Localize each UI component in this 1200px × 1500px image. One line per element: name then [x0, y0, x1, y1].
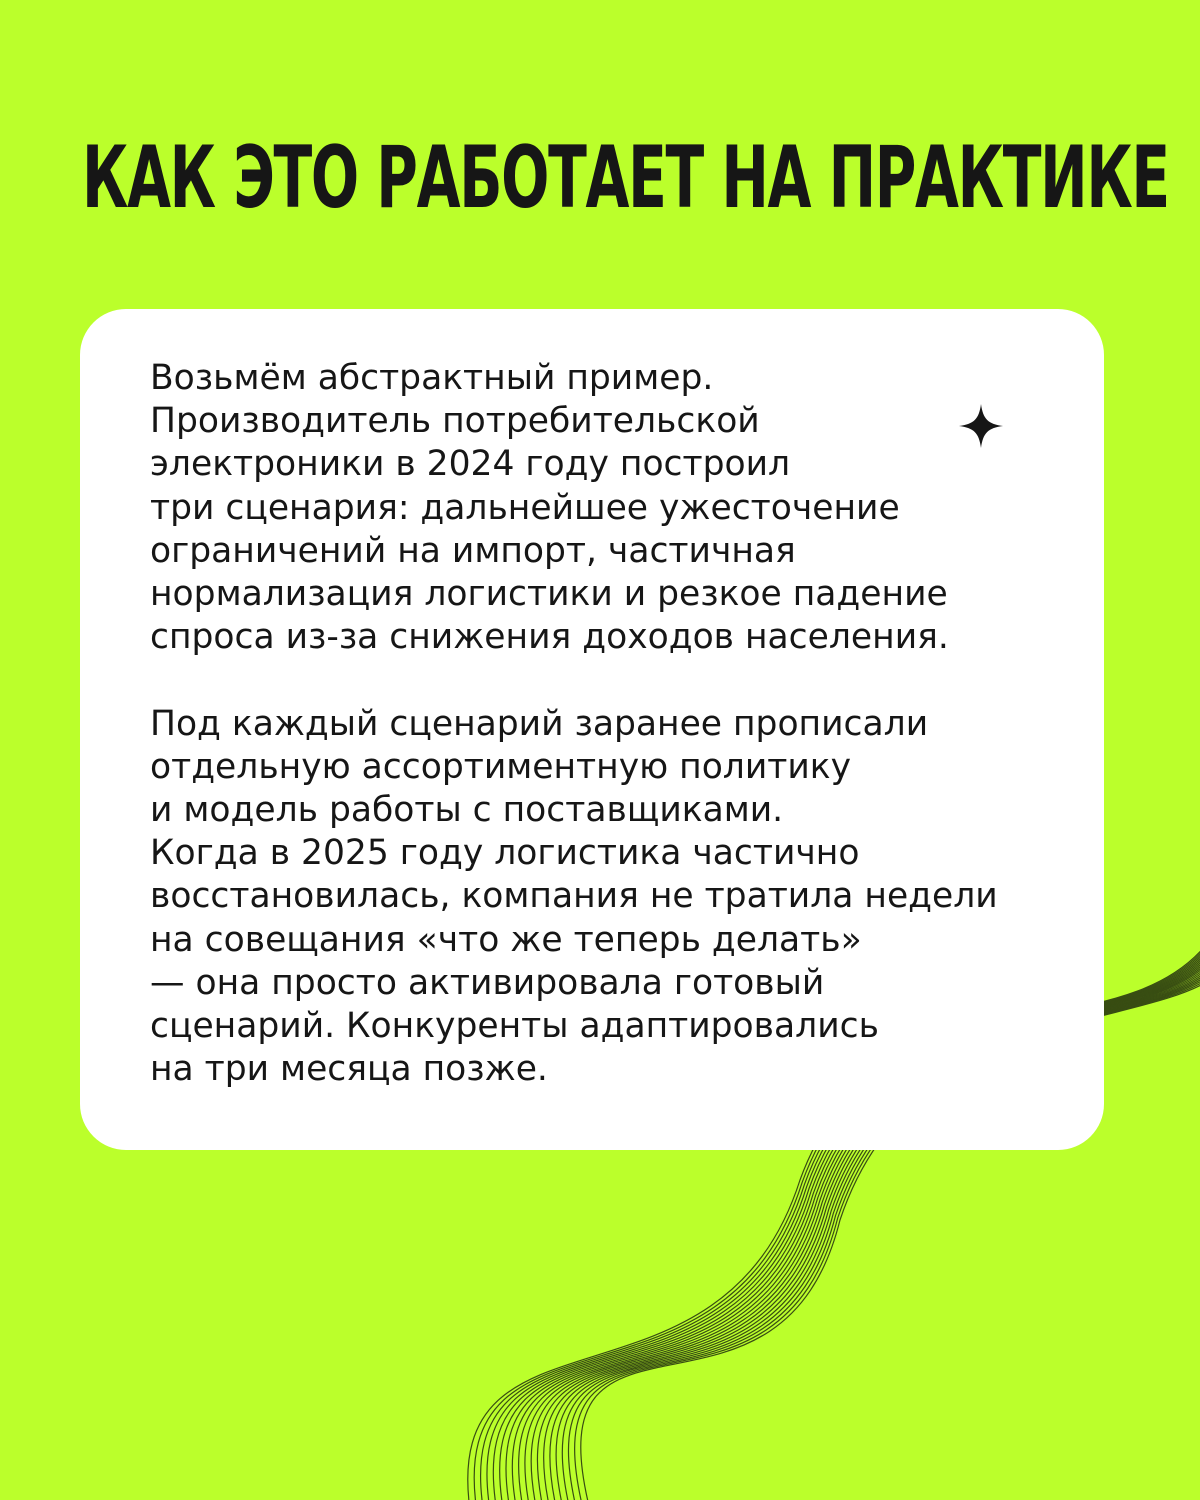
text-line: на три месяца позже. — [150, 1049, 548, 1090]
body-text — [150, 357, 1080, 1091]
text-line: восстановилась, компания не тратила недели — [150, 876, 998, 917]
text-line: Под каждый сценарий заранее прописали — [150, 703, 929, 744]
text-line: отдельную ассортиментную политику — [150, 746, 852, 787]
text-line: Возьмём абстрактный пример. — [150, 358, 714, 398]
text-line: нормализация логистики и резкое падение — [150, 574, 948, 615]
text-line: Когда в 2025 году логистика частично — [150, 833, 860, 874]
paragraph-example — [150, 357, 1080, 659]
text-line: электроники в 2024 году построил — [150, 444, 791, 485]
text-line: Производитель потребительской — [150, 401, 760, 442]
text-line: ограничений на импорт, частичная — [150, 530, 796, 571]
text-line: три сценария: дальнейшее ужесточение — [150, 487, 900, 528]
paragraph-scenarios — [150, 703, 1080, 1092]
page-title: КАК ЭТО РАБОТАЕТ НА ПРАКТИКЕ — [82, 128, 1169, 228]
text-line: спроса из-за снижения доходов населения. — [150, 617, 949, 658]
text-line: и модель работы с поставщиками. — [150, 790, 784, 831]
text-line: сценарий. Конкуренты адаптировались — [150, 1006, 879, 1047]
text-line: на совещания «что же теперь делать» — [150, 919, 862, 960]
text-line: — она просто активировала готовый — [150, 962, 825, 1003]
